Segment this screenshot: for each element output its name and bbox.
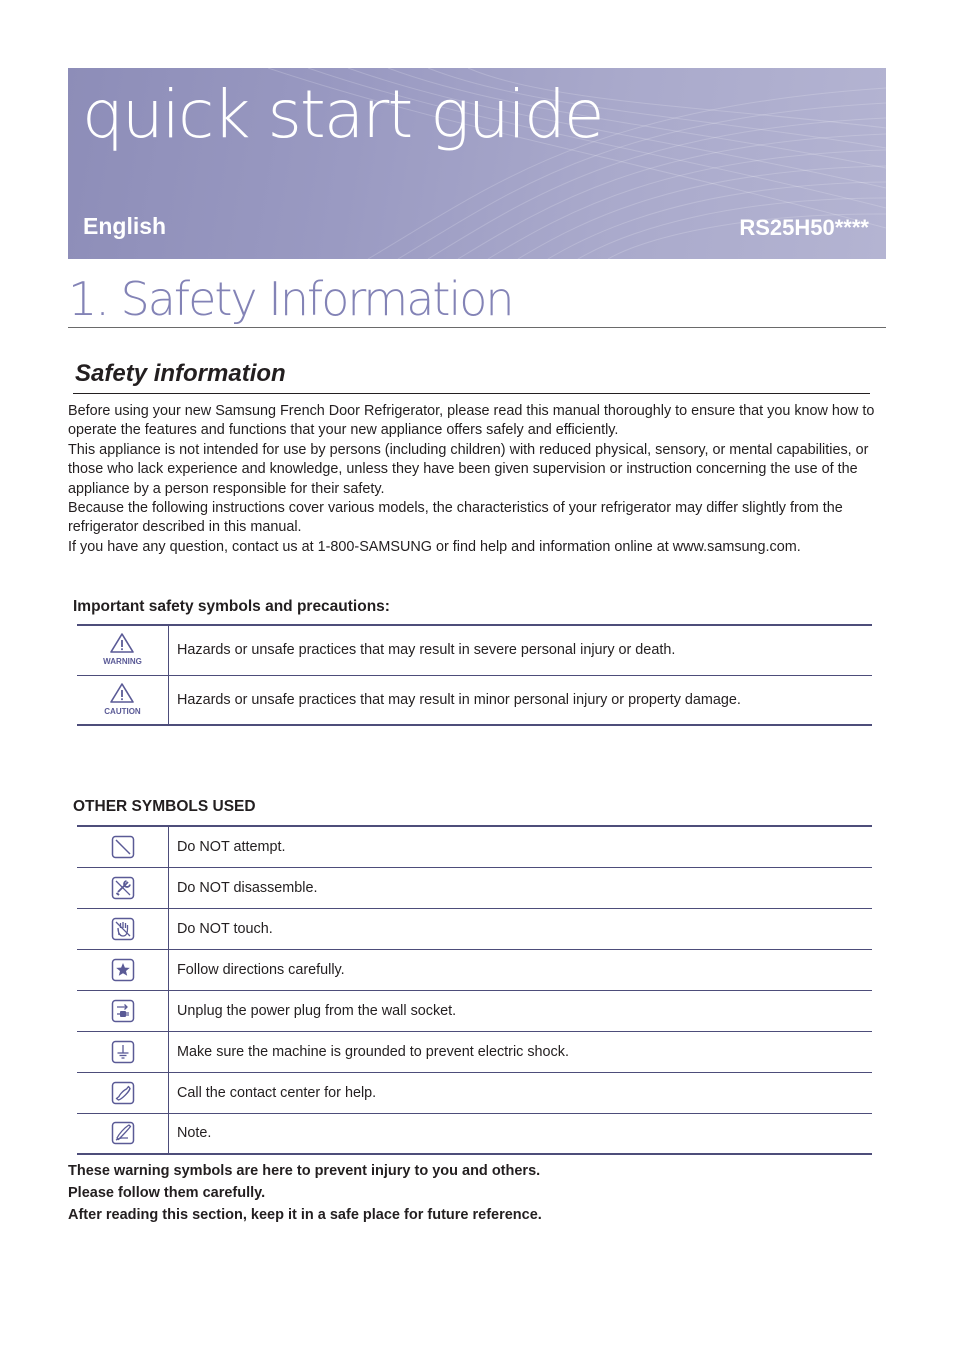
- caution-label: CAUTION: [104, 706, 141, 716]
- symbol-description: Do NOT disassemble.: [169, 867, 873, 908]
- section-divider: [68, 327, 886, 328]
- subsection-title: Safety information: [75, 360, 286, 387]
- phone-icon: [111, 1081, 135, 1105]
- no-touch-icon: [111, 917, 135, 941]
- symbol-description: Do NOT touch.: [169, 908, 873, 949]
- note-icon: [111, 1121, 135, 1145]
- other-symbols-table: [77, 825, 872, 1155]
- table-row: [77, 675, 872, 725]
- warning-icon: [103, 632, 142, 666]
- symbol-cell: [77, 1072, 169, 1113]
- section-title: 1. Safety Information: [68, 272, 513, 326]
- symbol-cell: [77, 949, 169, 990]
- symbol-cell: [77, 1113, 169, 1154]
- prohibited-icon: [111, 835, 135, 859]
- table-row: [77, 625, 872, 675]
- footer-line: After reading this section, keep it in a safe place for future reference.: [68, 1207, 542, 1223]
- no-disassemble-icon: [111, 876, 135, 900]
- table-row: [77, 1113, 872, 1154]
- symbol-description: Call the contact center for help.: [169, 1072, 873, 1113]
- unplug-icon: [111, 999, 135, 1023]
- table-row: [77, 1031, 872, 1072]
- intro-paragraph: This appliance is not intended for use by persons (including children) with reduced physical, sensory, or mental capabilities, or those who lack experience and knowledge, unless they have been given supervision or instruction concerning the use of the appliance by a person responsible for their safety.: [68, 441, 869, 497]
- symbol-cell: [77, 867, 169, 908]
- other-symbols-heading: OTHER SYMBOLS USED: [73, 798, 256, 815]
- footer-notice: [68, 1160, 542, 1226]
- symbol-description: Hazards or unsafe practices that may result in minor personal injury or property damage.: [169, 675, 873, 725]
- intro-paragraph: Because the following instructions cover various models, the characteristics of your refrigerator may differ slightly from the refrigerator described in this manual.: [68, 500, 843, 536]
- star-icon: [111, 958, 135, 982]
- table-row: [77, 826, 872, 867]
- model-number: RS25H50****: [739, 215, 869, 240]
- caution-icon: [104, 682, 140, 716]
- footer-line: Please follow them carefully.: [68, 1185, 266, 1201]
- symbol-description: Do NOT attempt.: [169, 826, 873, 867]
- symbol-cell: [77, 625, 169, 675]
- subsection-divider: [73, 393, 870, 394]
- important-symbols-heading: Important safety symbols and precautions:: [73, 598, 390, 615]
- symbol-description: Note.: [169, 1113, 873, 1154]
- table-row: [77, 908, 872, 949]
- table-row: [77, 990, 872, 1031]
- intro-paragraph: Before using your new Samsung French Door Refrigerator, please read this manual thoroughly to ensure that you know how to operate the features and functions that your new appliance offers safely and efficiently.: [68, 403, 875, 439]
- table-row: [77, 1072, 872, 1113]
- footer-line: These warning symbols are here to prevent injury to you and others.: [68, 1163, 541, 1179]
- symbol-description: Make sure the machine is grounded to prevent electric shock.: [169, 1031, 873, 1072]
- cover-banner: [68, 68, 886, 259]
- symbol-cell: [77, 1031, 169, 1072]
- important-symbols-table: [77, 624, 872, 726]
- symbol-cell: [77, 826, 169, 867]
- symbol-description: Follow directions carefully.: [169, 949, 873, 990]
- ground-icon: [111, 1040, 135, 1064]
- table-row: [77, 949, 872, 990]
- intro-paragraph: If you have any question, contact us at 1-800-SAMSUNG or find help and information online at www.samsung.com.: [68, 538, 801, 555]
- intro-text: [68, 402, 890, 557]
- warning-label: WARNING: [103, 657, 142, 667]
- symbol-description: Unplug the power plug from the wall socket.: [169, 990, 873, 1031]
- symbol-cell: [77, 990, 169, 1031]
- symbol-description: Hazards or unsafe practices that may result in severe personal injury or death.: [169, 625, 873, 675]
- symbol-cell: [77, 908, 169, 949]
- table-row: [77, 867, 872, 908]
- banner-title: quick start guide: [82, 76, 603, 153]
- symbol-cell: [77, 675, 169, 725]
- language-label: English: [83, 213, 167, 239]
